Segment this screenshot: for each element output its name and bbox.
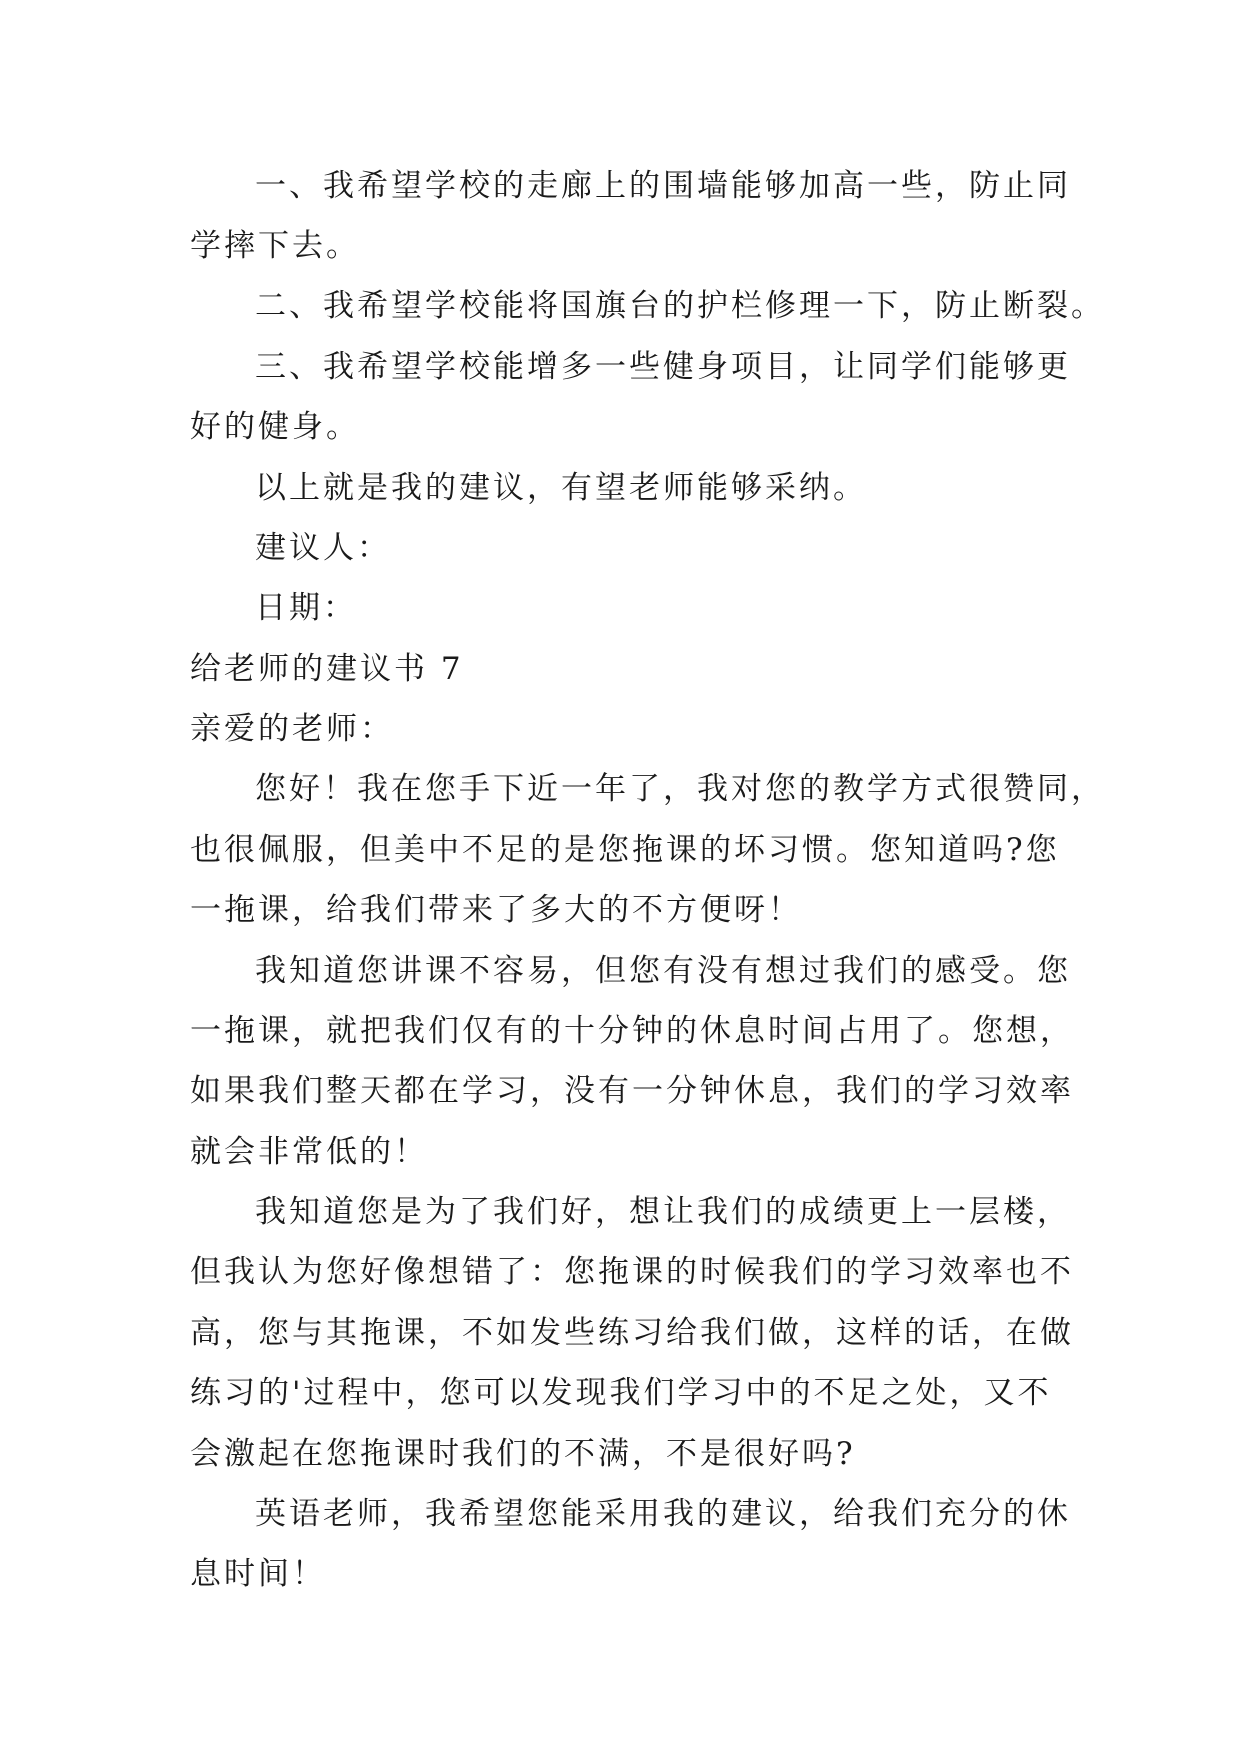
paragraph-line: 练习的'过程中，您可以发现我们学习中的不足之处，又不 — [190, 1375, 1052, 1411]
paragraph-line: 二、我希望学校能将国旗台的护栏修理一下，防止断裂。 — [255, 288, 1105, 324]
paragraph-line: 也很佩服，但美中不足的是您拖课的坏习惯。您知道吗?您 — [190, 832, 1060, 868]
paragraph-line: 一拖课，给我们带来了多大的不方便呀！ — [190, 892, 802, 928]
paragraph-line: 息时间！ — [190, 1556, 326, 1592]
paragraph-line: 好的健身。 — [190, 409, 360, 445]
paragraph-line: 以上就是我的建议，有望老师能够采纳。 — [255, 470, 867, 506]
paragraph-line: 如果我们整天都在学习，没有一分钟休息，我们的学习效率 — [190, 1073, 1074, 1109]
salutation: 亲爱的老师： — [190, 711, 394, 747]
paragraph-line: 三、我希望学校能增多一些健身项目，让同学们能够更 — [255, 349, 1071, 385]
paragraph-line: 学摔下去。 — [190, 228, 360, 264]
section-title: 给老师的建议书 7 — [190, 651, 464, 687]
paragraph-line: 我知道您是为了我们好，想让我们的成绩更上一层楼， — [255, 1194, 1071, 1230]
paragraph-line: 但我认为您好像想错了：您拖课的时候我们的学习效率也不 — [190, 1254, 1074, 1290]
paragraph-line: 就会非常低的！ — [190, 1134, 428, 1170]
paragraph-line: 高，您与其拖课，不如发些练习给我们做，这样的话，在做 — [190, 1315, 1074, 1351]
signer-label: 建议人： — [255, 530, 391, 566]
paragraph-line: 一拖课，就把我们仅有的十分钟的休息时间占用了。您想， — [190, 1013, 1074, 1049]
date-label: 日期： — [255, 590, 357, 626]
paragraph-line: 英语老师，我希望您能采用我的建议，给我们充分的休 — [255, 1496, 1071, 1532]
paragraph-line: 您好！我在您手下近一年了，我对您的教学方式很赞同， — [255, 771, 1105, 807]
paragraph-line: 会激起在您拖课时我们的不满，不是很好吗? — [190, 1436, 856, 1472]
paragraph-line: 一、我希望学校的走廊上的围墙能够加高一些，防止同 — [255, 168, 1071, 204]
paragraph-line: 我知道您讲课不容易，但您有没有想过我们的感受。您 — [255, 953, 1071, 989]
